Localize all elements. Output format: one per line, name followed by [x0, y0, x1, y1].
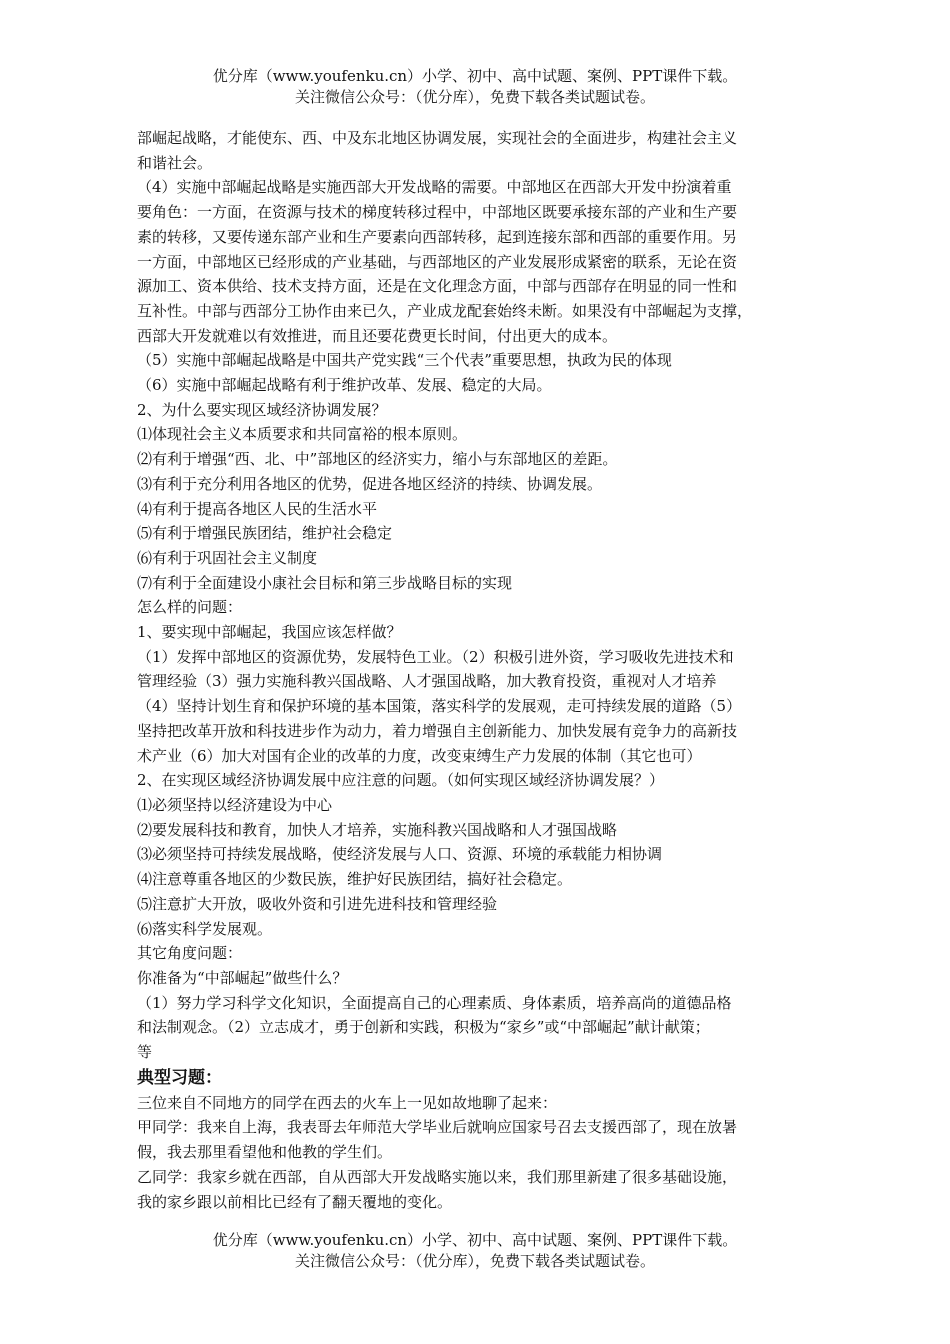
body-line: ⑴必须坚持以经济建设为中心 — [137, 795, 333, 814]
body-line: ⑺有利于全面建设小康社会目标和第三步战略目标的实现 — [137, 573, 513, 592]
body-line: 西部大开发就难以有效推进，而且还要花费更长时间，付出更大的成本。 — [137, 326, 618, 345]
body-line: （1）努力学习科学文化知识，全面提高自己的心理素质、身体素质，培养高尚的道德品格 — [137, 993, 732, 1012]
body-line: ⑷有利于提高各地区人民的生活水平 — [137, 499, 378, 518]
body-line: ⑷注意尊重各地区的少数民族，维护好民族团结，搞好社会稳定。 — [137, 870, 573, 889]
body-line: 和法制观念。（2）立志成才，勇于创新和实践，积极为“家乡”或“中部崛起”献计献策； — [137, 1018, 710, 1037]
footer-line-1: 优分库（www.youfenku.cn）小学、初中、高中试题、案例、PPT课件下载。 — [212, 1231, 738, 1249]
body-line: 部崛起战略，才能使东、西、中及东北地区协调发展，实现社会的全面进步，构建社会主义 — [137, 129, 738, 147]
body-line: ⑶有利于充分利用各地区的优势，促进各地区经济的持续、协调发展。 — [137, 474, 603, 493]
body-line: 坚持把改革开放和科技进步作为动力，着力增强自主创新能力、加快发展有竞争力的高新技 — [137, 721, 738, 740]
body-line: （4）实施中部崛起战略是实施西部大开发战略的需要。中部地区在西部大开发中扮演着重 — [137, 178, 732, 197]
section-label: 怎么样的问题： — [137, 598, 243, 617]
body-line: 素的转移，又要传递东部产业和生产要素向西部转移，起到连接东部和西部的重要作用。另 — [137, 227, 738, 246]
section-heading: 典型习题： — [137, 1067, 222, 1088]
body-line: ⑴体现社会主义本质要求和共同富裕的根本原则。 — [137, 425, 468, 444]
exercise-line: 我的家乡跟以前相比已经有了翻天覆地的变化。 — [137, 1192, 453, 1211]
body-line: （5）实施中部崛起战略是中国共产党实践“三个代表”重要思想，执政为民的体现 — [137, 351, 672, 370]
body-line: （6）实施中部崛起战略有利于维护改革、发展、稳定的大局。 — [137, 376, 552, 395]
body-line: （1）发挥中部地区的资源优势，发展特色工业。（2）积极引进外资，学习吸收先进技术和 — [137, 647, 734, 666]
body-line: 一方面，中部地区已经形成的产业基础，与西部地区的产业发展形成紧密的联系，无论在资 — [137, 252, 738, 271]
body-line: 术产业（6）加大对国有企业的改革的力度，改变束缚生产力发展的体制（其它也可） — [137, 746, 702, 765]
body-line: ⑹落实科学发展观。 — [137, 919, 273, 938]
body-line: 等 — [137, 1043, 153, 1062]
body-line: ⑶必须坚持可持续发展战略，使经济发展与人口、资源、环境的承载能力相协调 — [137, 845, 663, 864]
exercise-line: 乙同学：我家乡就在西部，自从西部大开发战略实施以来，我们那里新建了很多基础设施， — [137, 1167, 738, 1186]
footer-line-2: 关注微信公众号：（优分库），免费下载各类试题试卷。 — [294, 1252, 655, 1270]
body-line: 和谐社会。 — [137, 153, 213, 172]
question-heading: 你准备为“中部崛起”做些什么？ — [137, 968, 348, 987]
body-line: 管理经验（3）强力实施科教兴国战略、人才强国战略，加大教育投资，重视对人才培养 — [137, 672, 717, 691]
body-line: ⑸有利于增强民族团结，维护社会稳定 — [137, 524, 393, 543]
page-header — [0, 66, 950, 108]
body-line: 互补性。中部与西部分工协作由来已久，产业成龙配套始终未断。如果没有中部崛起为支撑， — [137, 301, 753, 320]
header-line-1: 优分库（www.youfenku.cn）小学、初中、高中试题、案例、PPT课件下载。 — [212, 67, 738, 85]
exercise-line: 三位来自不同地方的同学在西去的火车上一见如故地聊了起来： — [137, 1093, 558, 1112]
body-line: ⑵要发展科技和教育，加快人才培养，实施科教兴国战略和人才强国战略 — [137, 820, 618, 839]
question-heading: 2、在实现区域经济协调发展中应注意的问题。（如何实现区域经济协调发展？） — [137, 771, 665, 790]
exercise-line: 假，我去那里看望他和他教的学生们。 — [137, 1143, 393, 1162]
body-line: 源加工、资本供给、技术支持方面，还是在文化理念方面，中部与西部存在明显的同一性和 — [137, 277, 738, 296]
page-footer — [0, 1230, 950, 1272]
header-line-2: 关注微信公众号：（优分库），免费下载各类试题试卷。 — [294, 88, 655, 106]
question-heading: 2、为什么要实现区域经济协调发展？ — [137, 400, 387, 419]
body-line: ⑵有利于增强“西、北、中”部地区的经济实力，缩小与东部地区的差距。 — [137, 450, 618, 469]
section-label: 其它角度问题： — [137, 944, 243, 963]
document-body — [137, 126, 827, 1214]
question-heading: 1、要实现中部崛起，我国应该怎样做？ — [137, 623, 402, 642]
body-line: 要角色：一方面，在资源与技术的梯度转移过程中，中部地区既要承接东部的产业和生产要 — [137, 203, 738, 222]
body-line: ⑸注意扩大开放，吸收外资和引进先进科技和管理经验 — [137, 894, 498, 913]
body-line: （4）坚持计划生育和保护环境的基本国策，落实科学的发展观，走可持续发展的道路（5） — [137, 697, 742, 716]
exercise-line: 甲同学：我来自上海，我表哥去年师范大学毕业后就响应国家号召去支援西部了，现在放暑 — [137, 1118, 738, 1137]
body-line: ⑹有利于巩固社会主义制度 — [137, 548, 318, 567]
